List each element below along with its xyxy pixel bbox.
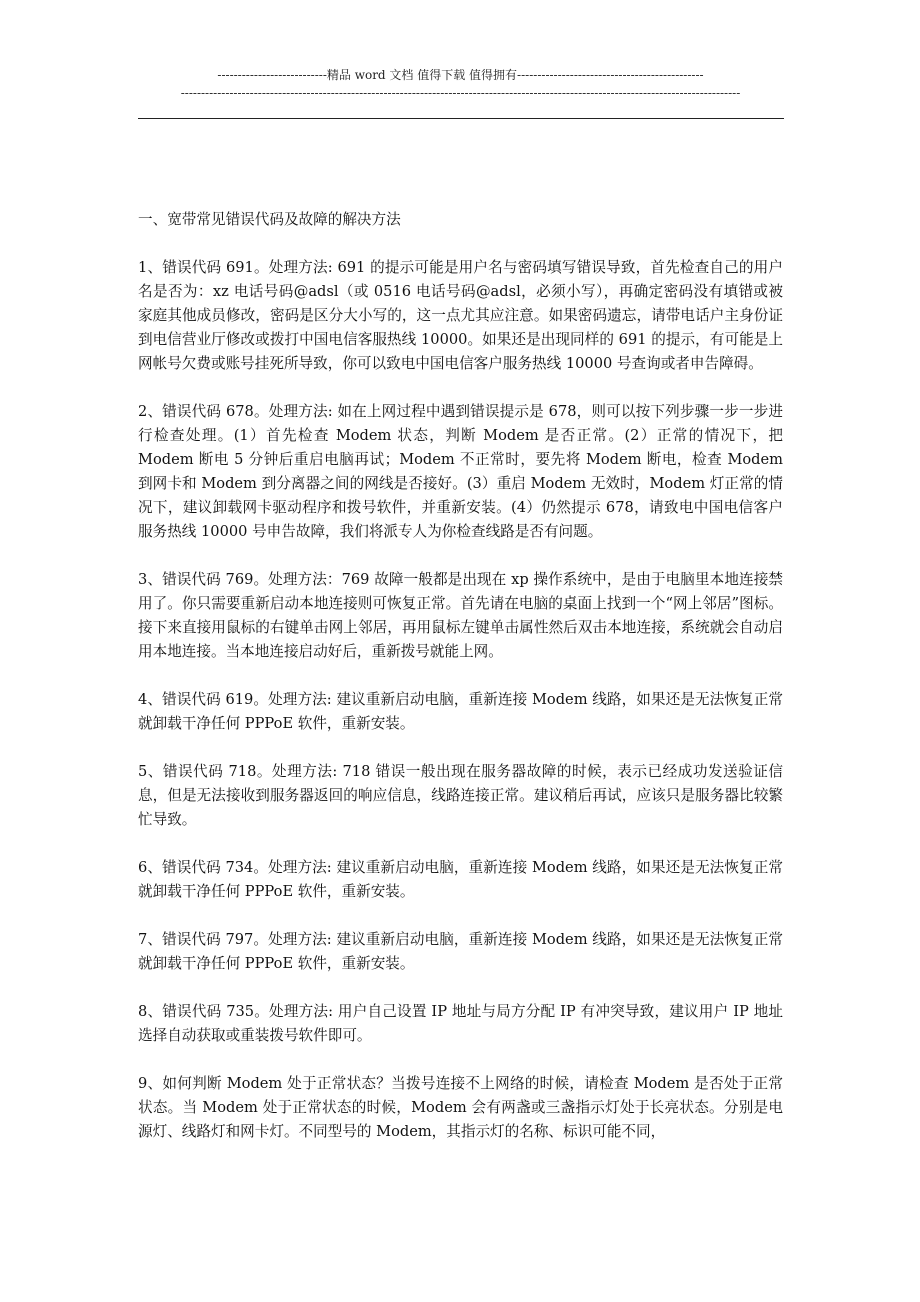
section-heading: 一、宽带常见错误代码及故障的解决方法 <box>138 211 401 228</box>
header-rule <box>138 118 784 119</box>
paragraph-735: 8、错误代码 735。处理方法: 用户自己设置 IP 地址与局方分配 IP 有冲突导致，建议用户 IP 地址选择自动获取或重装拨号软件即可。 <box>138 1003 783 1044</box>
paragraph-619: 4、错误代码 619。处理方法: 建议重新启动电脑，重新连接 Modem 线路，如果还是无法恢复正常就卸载干净任何 PPPoE 软件，重新安装。 <box>138 691 783 732</box>
header-banner-line: ---------------------------精品 word 文档 值得下载 值得拥有---------------------------------------------- <box>217 68 704 82</box>
paragraph-691: 1、错误代码 691。处理方法: 691 的提示可能是用户名与密码填写错误导致，首先检查自己的用户名是否为：xz 电话号码@adsl（或 0516 电话号码@adsl，必须小写），再确定密码没有填错或被家庭其他成员修改，密码是区分大小写的，这一点尤其应注意。如果密码遗忘，请带电话户主身份证到电信营业厅修改或拨打中国电信客服热线 10000。如果还是出现同样的 691 的提示，有可能是上网帐号欠费或账号挂死所导致，你可以致电中国电信客户服务热线 10000 号查询或者申告障碍。 <box>138 259 783 372</box>
paragraph-769: 3、错误代码 769。处理方法：769 故障一般都是出现在 xp 操作系统中，是由于电脑里本地连接禁用了。你只需要重新启动本地连接则可恢复正常。首先请在电脑的桌面上找到一个“网上邻居”图标。接下来直接用鼠标的右键单击网上邻居，再用鼠标左键单击属性然后双击本地连接，系统就会自动启用本地连接。当本地连接启动好后，重新拨号就能上网。 <box>138 571 783 660</box>
page-header <box>138 66 783 102</box>
paragraph-797: 7、错误代码 797。处理方法: 建议重新启动电脑，重新连接 Modem 线路，如果还是无法恢复正常就卸载干净任何 PPPoE 软件，重新安装。 <box>138 931 783 972</box>
paragraph-modem-status: 9、如何判断 Modem 处于正常状态？当拨号连接不上网络的时候，请检查 Modem 是否处于正常状态。当 Modem 处于正常状态的时候，Modem 会有两盏或三盏指示灯处于长亮状态。分别是电源灯、线路灯和网卡灯。不同型号的 Modem，其指示灯的名称、标识可能不同， <box>138 1075 783 1140</box>
paragraph-718: 5、错误代码 718。处理方法: 718 错误一般出现在服务器故障的时候，表示已经成功发送验证信息，但是无法接收到服务器返回的响应信息，线路连接正常。建议稍后再试，应该只是服务器比较繁忙导致。 <box>138 763 783 828</box>
paragraph-678: 2、错误代码 678。处理方法: 如在上网过程中遇到错误提示是 678，则可以按下列步骤一步一步进行检查处理。(1）首先检查 Modem 状态，判断 Modem 是否正常。(2）正常的情况下，把 Modem 断电 5 分钟后重启电脑再试；Modem 不正常时，要先将 Modem 断电，检查 Modem 到网卡和 Modem 到分离器之间的网线是否接好。(3）重启 Modem 无效时，Modem 灯正常的情况下，建议卸载网卡驱动程序和拨号软件，并重新安装。(4）仍然提示 678，请致电中国电信客户服务热线 10000 号申告故障，我们将派专人为你检查线路是否有问题。 <box>138 403 783 540</box>
document-body <box>138 208 783 1168</box>
header-dash-line: ------------------------------------------------------------------------------------------------------------------------------------------ <box>180 86 741 100</box>
paragraph-734: 6、错误代码 734。处理方法: 建议重新启动电脑，重新连接 Modem 线路，如果还是无法恢复正常就卸载干净任何 PPPoE 软件，重新安装。 <box>138 859 783 900</box>
